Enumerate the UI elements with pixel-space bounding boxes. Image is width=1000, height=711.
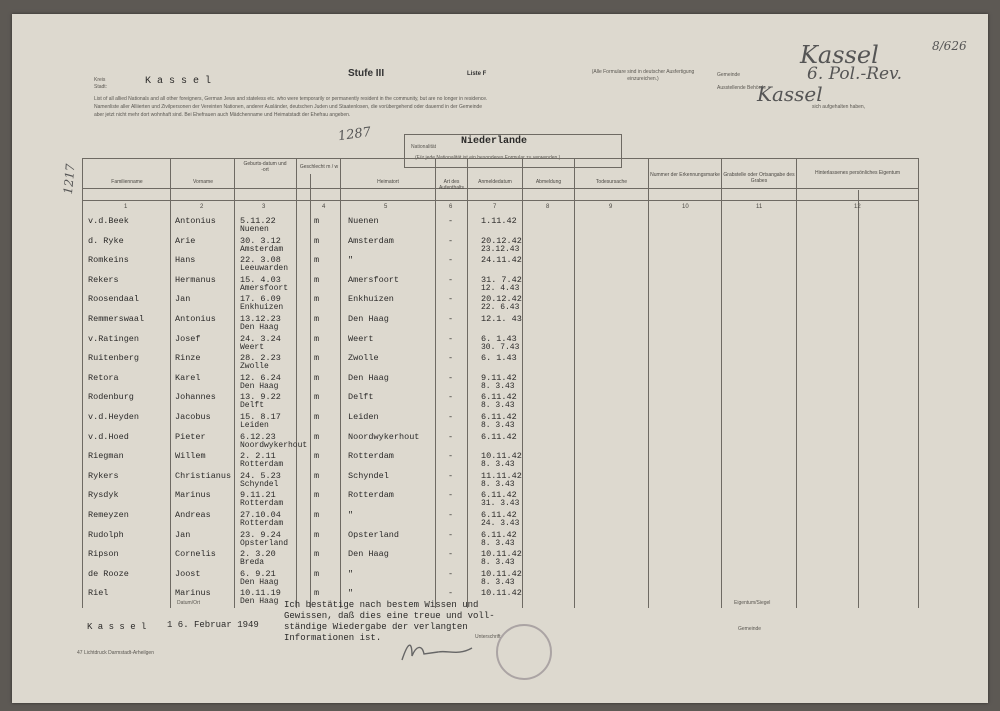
sex-cell: m bbox=[314, 431, 320, 442]
stay-type-cell: - bbox=[448, 529, 454, 540]
registration-date-cell: 1.11.42 bbox=[481, 216, 517, 226]
birth-date-cell: 6. 9.21 bbox=[240, 568, 276, 579]
hometown-cell: Enkhuizen bbox=[348, 294, 394, 305]
footer-gemeinde-label: Gemeinde bbox=[738, 626, 762, 632]
registration-date-cell: 20.12.42 bbox=[481, 235, 522, 246]
birth-date-cell: 2. 2.11 bbox=[240, 451, 276, 462]
family-name-cell: Riegman bbox=[88, 451, 124, 462]
registration-date-cell: 10.11.42 bbox=[481, 588, 522, 599]
footer-ort: K a s s e l bbox=[87, 622, 147, 632]
registration-date-cell: 6.11.42 bbox=[481, 412, 517, 422]
col-number: 6 bbox=[449, 204, 453, 210]
deregistration-date-cell: 8. 3.43 bbox=[481, 401, 515, 411]
col-number: 8 bbox=[546, 204, 550, 210]
col-header: Geschlecht m / w bbox=[299, 164, 339, 170]
deregistration-date-cell: 24. 3.43 bbox=[481, 519, 520, 528]
birth-place-cell: Noordwykerhout bbox=[240, 440, 308, 450]
stay-type-cell: - bbox=[448, 510, 454, 520]
table-row bbox=[12, 428, 988, 448]
first-name-cell: Hans bbox=[175, 255, 196, 266]
hometown-cell: Noordwykerhout bbox=[348, 431, 420, 442]
first-name-cell: Andreas bbox=[175, 510, 211, 520]
handwritten-kassel: Kassel bbox=[757, 82, 823, 106]
first-name-cell: Rinze bbox=[175, 353, 201, 364]
first-name-cell: Josef bbox=[175, 333, 201, 344]
col-number: 4 bbox=[322, 204, 326, 210]
table-row bbox=[12, 310, 988, 330]
hometown-cell: Leiden bbox=[348, 412, 379, 422]
sex-cell: m bbox=[314, 216, 320, 226]
handwritten-side-number: 1287 bbox=[337, 124, 372, 145]
first-name-cell: Antonius bbox=[175, 314, 216, 324]
printer-imprint: 47 Lichtdruck Darmstadt-Arheilgen bbox=[77, 650, 154, 656]
birth-place-cell: Den Haag bbox=[240, 381, 279, 391]
family-name-cell: Retora bbox=[88, 372, 119, 383]
stay-type-cell: - bbox=[448, 333, 454, 344]
signature bbox=[398, 636, 478, 666]
deregistration-date-cell: 23.12.43 bbox=[481, 244, 520, 254]
hometown-cell: Amersfoort bbox=[348, 274, 400, 285]
sex-cell: m bbox=[314, 568, 320, 579]
birth-date-cell: 15. 4.03 bbox=[240, 274, 281, 285]
col-header: Nummer der Erkennungsmarke bbox=[650, 172, 720, 178]
table-header-line bbox=[82, 188, 918, 189]
stay-type-cell: - bbox=[448, 294, 454, 305]
deregistration-date-cell: 30. 7.43 bbox=[481, 342, 520, 352]
col-number: 3 bbox=[262, 204, 266, 210]
birth-place-cell: Rotterdam bbox=[240, 499, 284, 509]
table-row bbox=[12, 408, 988, 428]
col-header: Geburts-datum und -ort bbox=[243, 161, 287, 173]
nationality-label: Nationalität bbox=[411, 144, 437, 150]
table-row bbox=[12, 330, 988, 350]
eigentum-label: Eigentum/Siegel bbox=[734, 600, 771, 606]
table-top-line bbox=[82, 158, 918, 159]
first-name-cell: Arie bbox=[175, 235, 196, 246]
hometown-cell: " bbox=[348, 255, 354, 266]
table-row bbox=[12, 212, 988, 232]
birth-date-cell: 12. 6.24 bbox=[240, 372, 281, 383]
hometown-cell: Den Haag bbox=[348, 372, 389, 383]
first-name-cell: Hermanus bbox=[175, 274, 216, 285]
deregistration-date-cell: 8. 3.43 bbox=[481, 479, 515, 489]
birth-date-cell: 13. 9.22 bbox=[240, 392, 281, 403]
first-name-cell: Karel bbox=[175, 372, 201, 383]
deregistration-date-cell: 8. 3.43 bbox=[481, 381, 515, 391]
liste-label: Liste F bbox=[467, 71, 487, 77]
table-row bbox=[12, 388, 988, 411]
stay-type-cell: - bbox=[448, 274, 454, 285]
deregistration-date-cell: 8. 3.43 bbox=[481, 421, 515, 430]
table-row bbox=[12, 369, 988, 389]
birth-date-cell: 5.11.22 bbox=[240, 216, 276, 226]
hometown-cell: Den Haag bbox=[348, 314, 389, 324]
col-header: Anmeldedatum bbox=[478, 179, 512, 185]
family-name-cell: de Rooze bbox=[88, 568, 129, 579]
family-name-cell: Ruitenberg bbox=[88, 353, 140, 364]
birth-place-cell: Schyndel bbox=[240, 479, 279, 489]
col-number: 9 bbox=[609, 204, 613, 210]
deregistration-date-cell: 31. 3.43 bbox=[481, 499, 520, 509]
nationality-note: (Für jede Nationalität ist ein besonderes Formular zu verwenden.) bbox=[415, 155, 561, 161]
first-name-cell: Jan bbox=[175, 529, 191, 540]
stay-type-cell: - bbox=[448, 470, 454, 481]
birth-date-cell: 6.12.23 bbox=[240, 431, 276, 442]
family-name-cell: Romkeins bbox=[88, 255, 129, 266]
col-header: Grabstelle oder Ortsangabe des Grabes bbox=[723, 172, 795, 184]
birth-place-cell: Weert bbox=[240, 342, 265, 352]
stay-type-cell: - bbox=[448, 568, 454, 579]
deregistration-date-cell: 22. 6.43 bbox=[481, 303, 520, 313]
first-name-cell: Jan bbox=[175, 294, 191, 305]
table-row bbox=[12, 232, 988, 252]
birth-date-cell: 27.10.04 bbox=[240, 510, 281, 520]
registration-date-cell: 6.11.42 bbox=[481, 529, 517, 540]
birth-date-cell: 22. 3.08 bbox=[240, 255, 281, 266]
stay-type-cell: - bbox=[448, 588, 454, 599]
sex-cell: m bbox=[314, 235, 320, 246]
table-row bbox=[12, 467, 988, 487]
registration-date-cell: 31. 7.42 bbox=[481, 274, 522, 285]
family-name-cell: Rysdyk bbox=[88, 490, 119, 501]
table-row bbox=[12, 565, 988, 585]
nationality-value: Niederlande bbox=[461, 136, 528, 147]
registration-date-cell: 6.11.42 bbox=[481, 510, 517, 520]
sex-cell: m bbox=[314, 470, 320, 481]
stay-type-cell: - bbox=[448, 431, 454, 442]
stay-type-cell: - bbox=[448, 549, 454, 560]
table-row bbox=[12, 290, 988, 313]
sex-cell: m bbox=[314, 510, 320, 520]
certify-line-4: Informationen ist. bbox=[284, 633, 382, 643]
first-name-cell: Joost bbox=[175, 568, 201, 579]
birth-place-cell: Enkhuizen bbox=[240, 303, 284, 313]
hometown-cell: Nuenen bbox=[348, 216, 379, 226]
formular-note: (Alle Formulare sind in deutscher Ausfertigung einzureichen.) bbox=[591, 69, 695, 82]
certify-line-1: Ich bestätige nach bestem Wissen und bbox=[284, 600, 479, 610]
registration-date-cell: 6.11.42 bbox=[481, 490, 517, 501]
official-stamp bbox=[496, 624, 552, 680]
kreis-prefix-label: Kreis bbox=[94, 77, 106, 83]
birth-date-cell: 10.11.19 bbox=[240, 588, 281, 599]
birth-place-cell: Amersfoort bbox=[240, 283, 289, 293]
handwritten-gemeinde: Kassel bbox=[800, 41, 879, 69]
family-name-cell: v.d.Beek bbox=[88, 216, 129, 226]
family-name-cell: d. Ryke bbox=[88, 235, 124, 246]
birth-place-cell: Den Haag bbox=[240, 577, 279, 587]
sex-cell: m bbox=[314, 451, 320, 462]
hometown-cell: Zwolle bbox=[348, 353, 379, 364]
birth-date-cell: 23. 9.24 bbox=[240, 529, 281, 540]
certify-line-2: Gewissen, daß dies eine treue und voll- bbox=[284, 611, 495, 621]
birth-date-cell: 17. 6.09 bbox=[240, 294, 281, 305]
stay-type-cell: - bbox=[448, 353, 454, 364]
col-header: Familienname bbox=[111, 179, 143, 185]
col-header: Vorname bbox=[192, 179, 213, 185]
table-row bbox=[12, 526, 988, 546]
col-header: Hinterlassenes persönliches Eigentum bbox=[814, 170, 901, 176]
hometown-cell: " bbox=[348, 568, 354, 579]
sex-cell: m bbox=[314, 333, 320, 344]
table-row bbox=[12, 251, 988, 274]
first-name-cell: Marinus bbox=[175, 588, 211, 599]
registration-date-cell: 10.11.42 bbox=[481, 451, 522, 462]
first-name-cell: Marinus bbox=[175, 490, 211, 501]
hometown-cell: " bbox=[348, 510, 354, 520]
sex-cell: m bbox=[314, 490, 320, 501]
sex-cell: m bbox=[314, 392, 320, 403]
family-name-cell: Rykers bbox=[88, 470, 119, 481]
intro-german-1: Namenliste aller Alliierten und Zivilpersonen der Vereinten Nationen, anderer Ausländer, deutschen Juden und Staatenlosen, die vorübergehend oder dauernd in der Gemeinde bbox=[94, 104, 483, 110]
corner-number: 8/626 bbox=[932, 39, 967, 53]
family-name-cell: Riel bbox=[88, 588, 109, 599]
handwritten-behoerde: 6. Pol.-Rev. bbox=[807, 64, 903, 84]
registration-date-cell: 10.11.42 bbox=[481, 549, 522, 560]
hometown-cell: Weert bbox=[348, 333, 374, 344]
unterschrift-label: Unterschrift bbox=[475, 634, 501, 640]
certify-line-3: ständige Wiedergabe der verlangten bbox=[284, 622, 468, 632]
registration-date-cell: 10.11.42 bbox=[481, 568, 522, 579]
footer-datum: 1 6. Februar 1949 bbox=[167, 620, 259, 630]
col-number: 12 bbox=[854, 204, 861, 210]
sex-cell: m bbox=[314, 294, 320, 305]
sex-cell: m bbox=[314, 529, 320, 540]
stay-type-cell: - bbox=[448, 392, 454, 403]
birth-date-cell: 28. 2.23 bbox=[240, 353, 281, 364]
family-name-cell: Rekers bbox=[88, 274, 119, 285]
birth-place-cell: Delft bbox=[240, 401, 265, 411]
birth-date-cell: 30. 3.12 bbox=[240, 235, 281, 246]
sex-cell: m bbox=[314, 588, 320, 599]
birth-place-cell: Leiden bbox=[240, 421, 269, 430]
registration-date-cell: 20.12.42 bbox=[481, 294, 522, 305]
registration-date-cell: 6.11.42 bbox=[481, 392, 517, 403]
deregistration-date-cell: 8. 3.43 bbox=[481, 538, 515, 548]
stay-type-cell: - bbox=[448, 490, 454, 501]
hometown-cell: Amsterdam bbox=[348, 235, 394, 246]
family-name-cell: Remeyzen bbox=[88, 510, 129, 520]
table-row bbox=[12, 271, 988, 291]
datum-ort-label: Datum/Ort bbox=[177, 600, 201, 606]
col-number: 1 bbox=[124, 204, 128, 210]
deregistration-date-cell: 8. 3.43 bbox=[481, 558, 515, 568]
birth-date-cell: 24. 3.24 bbox=[240, 333, 281, 344]
registration-date-cell: 6. 1.43 bbox=[481, 353, 517, 364]
birth-place-cell: Breda bbox=[240, 558, 265, 568]
birth-place-cell: Den Haag bbox=[240, 323, 279, 332]
birth-date-cell: 9.11.21 bbox=[240, 490, 276, 501]
table-row bbox=[12, 486, 988, 509]
table-row bbox=[12, 506, 988, 526]
col-header: Art des Aufenthalts bbox=[438, 179, 465, 191]
intro-english: List of all allied Nationals and all other foreigners, German Jews and stateless etc. who were temporarily or permanently resident in the community, but are no longer in residence. bbox=[94, 96, 488, 102]
intro-german-2: aber jetzt nicht mehr dort wohnhaft sind. Bei Ehefrauen auch Mädchenname und Heimatstadt der Ehefrau angeben. bbox=[94, 112, 351, 118]
birth-date-cell: 15. 8.17 bbox=[240, 412, 281, 422]
family-name-cell: v.d.Heyden bbox=[88, 412, 140, 422]
birth-place-cell: Nuenen bbox=[240, 225, 269, 234]
first-name-cell: Johannes bbox=[175, 392, 216, 403]
hometown-cell: Den Haag bbox=[348, 549, 389, 560]
first-name-cell: Antonius bbox=[175, 216, 216, 226]
family-name-cell: Roosendaal bbox=[88, 294, 140, 305]
stay-type-cell: - bbox=[448, 451, 454, 462]
hometown-cell: Opsterland bbox=[348, 529, 400, 540]
table-row bbox=[12, 447, 988, 470]
hometown-cell: Rotterdam bbox=[348, 490, 394, 501]
family-name-cell: Rudolph bbox=[88, 529, 124, 540]
sex-cell: m bbox=[314, 255, 320, 266]
sex-cell: m bbox=[314, 274, 320, 285]
stay-type-cell: - bbox=[448, 235, 454, 246]
hometown-cell: " bbox=[348, 588, 354, 599]
hometown-cell: Delft bbox=[348, 392, 374, 403]
col-number: 5 bbox=[384, 204, 388, 210]
document-sheet bbox=[12, 14, 988, 703]
stay-type-cell: - bbox=[448, 255, 454, 266]
sex-cell: m bbox=[314, 412, 320, 422]
registration-date-cell: 11.11.42 bbox=[481, 470, 522, 481]
stadt-label: Stadt: bbox=[94, 84, 108, 90]
registration-date-cell: 12.1. 43 bbox=[481, 314, 522, 324]
col-number: 10 bbox=[682, 204, 689, 210]
birth-place-cell: Leeuwarden bbox=[240, 264, 289, 274]
deregistration-date-cell: 8. 3.43 bbox=[481, 460, 515, 470]
birth-place-cell: Amsterdam bbox=[240, 244, 284, 254]
family-name-cell: Ripson bbox=[88, 549, 119, 560]
deregistration-date-cell: 8. 3.43 bbox=[481, 577, 515, 587]
col-number: 11 bbox=[756, 204, 763, 210]
stay-type-cell: - bbox=[448, 216, 454, 226]
handwritten-left-number: 1217 bbox=[60, 163, 78, 195]
birth-date-cell: 2. 3.20 bbox=[240, 549, 276, 560]
registration-date-cell: 6.11.42 bbox=[481, 431, 517, 442]
sex-cell: m bbox=[314, 314, 320, 324]
stufe-title: Stufe III bbox=[348, 68, 385, 79]
first-name-cell: Cornelis bbox=[175, 549, 216, 560]
first-name-cell: Pieter bbox=[175, 431, 206, 442]
stay-type-cell: - bbox=[448, 372, 454, 383]
stay-type-cell: - bbox=[448, 314, 454, 324]
birth-place-cell: Opsterland bbox=[240, 538, 289, 548]
registration-date-cell: 24.11.42 bbox=[481, 255, 522, 266]
first-name-cell: Jacobus bbox=[175, 412, 211, 422]
birth-place-cell: Den Haag bbox=[240, 597, 279, 607]
gemeinde-label: Gemeinde bbox=[717, 72, 741, 78]
birth-date-cell: 24. 5.23 bbox=[240, 470, 281, 481]
nationality-box bbox=[404, 134, 622, 168]
family-name-cell: v.Ratingen bbox=[88, 333, 140, 344]
birth-place-cell: Rotterdam bbox=[240, 519, 284, 528]
col-header: Abmeldung bbox=[535, 179, 562, 185]
hometown-cell: Schyndel bbox=[348, 470, 389, 481]
birth-place-cell: Rotterdam bbox=[240, 460, 284, 470]
birth-place-cell: Zwolle bbox=[240, 362, 269, 372]
kreis-value: K a s s e l bbox=[145, 76, 212, 87]
ausstellende-behoerde-label: Ausstellende Behörde bbox=[717, 85, 766, 91]
stay-type-cell: - bbox=[448, 412, 454, 422]
table-row bbox=[12, 545, 988, 568]
col-header: Todesursache bbox=[595, 179, 628, 185]
hometown-cell: Rotterdam bbox=[348, 451, 394, 462]
family-name-cell: v.d.Hoed bbox=[88, 431, 129, 442]
intro-tail: sich aufgehalten haben, bbox=[812, 104, 866, 110]
birth-date-cell: 13.12.23 bbox=[240, 314, 281, 324]
family-name-cell: Remmerswaal bbox=[88, 314, 145, 324]
registration-date-cell: 9.11.42 bbox=[481, 372, 517, 383]
sex-cell: m bbox=[314, 353, 320, 364]
col-number: 7 bbox=[493, 204, 497, 210]
first-name-cell: Willem bbox=[175, 451, 206, 462]
table-row bbox=[12, 349, 988, 372]
col-number: 2 bbox=[200, 204, 204, 210]
deregistration-date-cell: 12. 4.43 bbox=[481, 283, 520, 293]
first-name-cell: Christianus bbox=[175, 470, 232, 481]
family-name-cell: Rodenburg bbox=[88, 392, 134, 403]
sex-cell: m bbox=[314, 372, 320, 383]
col-header: Heimatort bbox=[377, 179, 399, 185]
table-num-line bbox=[82, 200, 918, 201]
registration-date-cell: 6. 1.43 bbox=[481, 333, 517, 344]
sex-cell: m bbox=[314, 549, 320, 560]
